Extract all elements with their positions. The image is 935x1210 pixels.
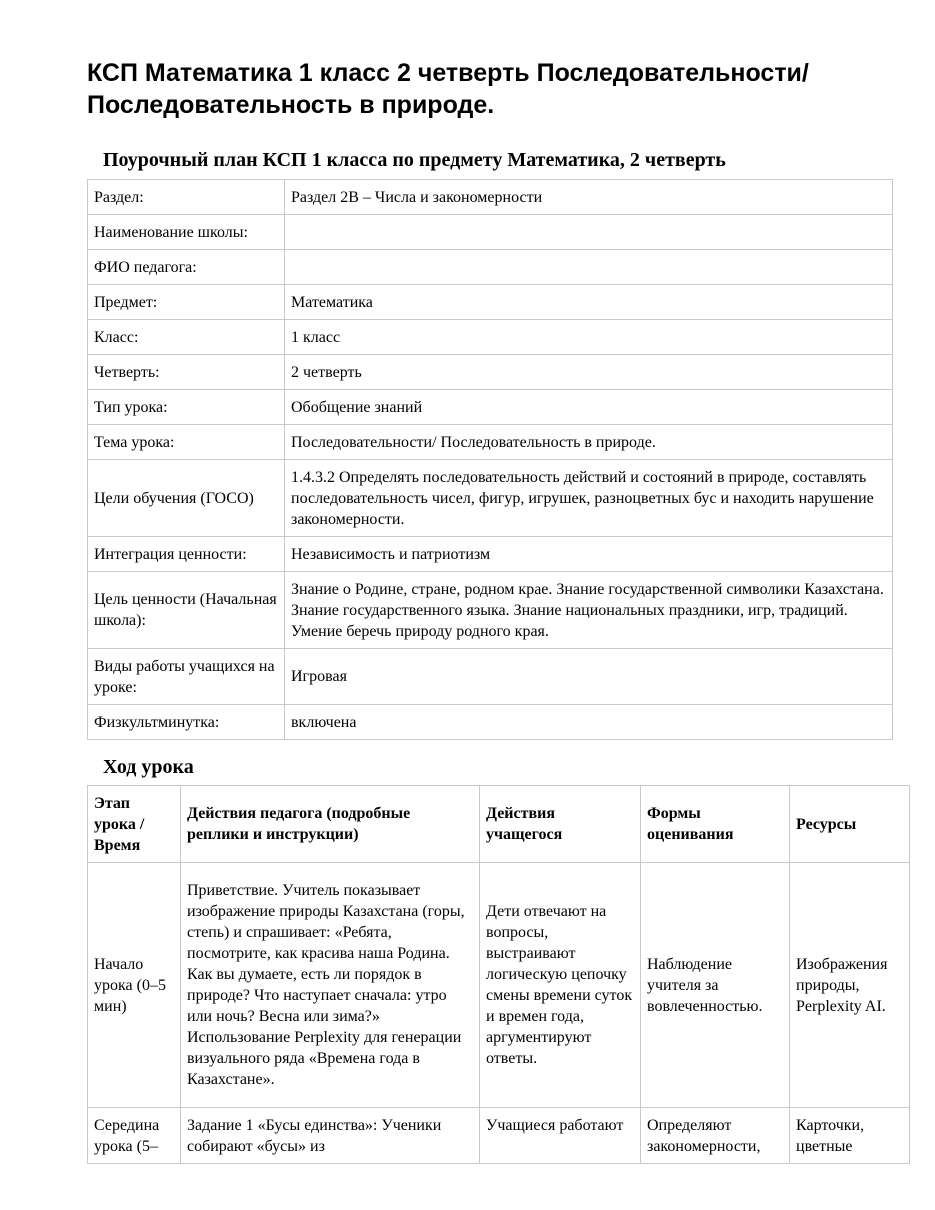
info-label: Физкультминутка: xyxy=(88,705,285,740)
cell-student-actions: Учащиеся работают xyxy=(480,1108,641,1164)
info-label: Цель ценности (Начальная школа): xyxy=(88,572,285,649)
info-label: Тип урока: xyxy=(88,390,285,425)
plan-heading: Поурочный план КСП 1 класса по предмету Математика, 2 четверть xyxy=(103,149,726,171)
info-label: Наименование школы: xyxy=(88,215,285,250)
info-value: Независимость и патриотизм xyxy=(285,537,893,572)
header-resources: Ресурсы xyxy=(790,786,910,863)
info-label: Раздел: xyxy=(88,180,285,215)
cell-assessment: Определяют закономерности, xyxy=(641,1108,790,1164)
info-value: Раздел 2В – Числа и закономерности xyxy=(285,180,893,215)
info-row xyxy=(88,460,893,537)
cell-stage: Начало урока (0–5 мин) xyxy=(88,863,181,1108)
header-stage: Этап урока / Время xyxy=(88,786,181,863)
cell-stage: Середина урока (5– xyxy=(88,1108,181,1164)
header-assessment: Формы оценивания xyxy=(641,786,790,863)
info-label: Виды работы учащихся на уроке: xyxy=(88,649,285,705)
info-label: Предмет: xyxy=(88,285,285,320)
info-value: Математика xyxy=(285,285,893,320)
document-title: КСП Математика 1 класс 2 четверть Последовательности/ Последовательность в природе. xyxy=(87,59,809,119)
lesson-info-table xyxy=(87,179,893,740)
info-row xyxy=(88,649,893,705)
info-value: 1 класс xyxy=(285,320,893,355)
info-value: 2 четверть xyxy=(285,355,893,390)
cell-assessment: Наблюдение учителя за вовлеченностью. xyxy=(641,863,790,1108)
info-row xyxy=(88,705,893,740)
info-value xyxy=(285,250,893,285)
info-label: Класс: xyxy=(88,320,285,355)
info-row xyxy=(88,355,893,390)
header-student-actions: Действия учащегося xyxy=(480,786,641,863)
info-label: Четверть: xyxy=(88,355,285,390)
info-row xyxy=(88,425,893,460)
cell-teacher-actions: Задание 1 «Бусы единства»: Ученики собирают «бусы» из xyxy=(181,1108,480,1164)
info-row xyxy=(88,215,893,250)
lesson-heading: Ход урока xyxy=(103,756,194,778)
info-value: Обобщение знаний xyxy=(285,390,893,425)
cell-teacher-actions: Приветствие. Учитель показывает изображение природы Казахстана (горы, степь) и спрашивает: «Ребята, посмотрите, как красива наша Родина. Как вы думаете, есть ли порядок в природе? Что наступает сначала: утро или ночь? Весна или зима?» Использование Perplexity для генерации визуального ряда «Времена года в Казахстане». xyxy=(181,863,480,1108)
cell-resources: Карточки, цветные xyxy=(790,1108,910,1164)
info-row xyxy=(88,320,893,355)
info-label: ФИО педагога: xyxy=(88,250,285,285)
info-value xyxy=(285,215,893,250)
header-teacher-actions: Действия педагога (подробные реплики и инструкции) xyxy=(181,786,480,863)
lesson-flow-table xyxy=(87,785,910,1164)
info-label: Цели обучения (ГОСО) xyxy=(88,460,285,537)
cell-student-actions: Дети отвечают на вопросы, выстраивают логическую цепочку смены времени суток и времен года, аргументируют ответы. xyxy=(480,863,641,1108)
cell-resources: Изображения природы, Perplexity AI. xyxy=(790,863,910,1108)
info-value: включена xyxy=(285,705,893,740)
info-value: 1.4.3.2 Определять последовательность действий и состояний в природе, составлять последовательность чисел, фигур, игрушек, разноцветных бус и находить нарушение закономерности. xyxy=(285,460,893,537)
lesson-header-row xyxy=(88,786,910,863)
info-row xyxy=(88,250,893,285)
info-label: Интеграция ценности: xyxy=(88,537,285,572)
info-value: Последовательности/ Последовательность в природе. xyxy=(285,425,893,460)
info-row xyxy=(88,537,893,572)
info-row xyxy=(88,180,893,215)
lesson-row xyxy=(88,1108,910,1164)
lesson-row xyxy=(88,863,910,1108)
info-row xyxy=(88,390,893,425)
info-label: Тема урока: xyxy=(88,425,285,460)
info-value: Знание о Родине, стране, родном крае. Знание государственной символики Казахстана. Знание государственного языка. Знание национальных праздники, игр, традиций. Умение беречь природу родного края. xyxy=(285,572,893,649)
info-value: Игровая xyxy=(285,649,893,705)
info-row xyxy=(88,572,893,649)
info-row xyxy=(88,285,893,320)
